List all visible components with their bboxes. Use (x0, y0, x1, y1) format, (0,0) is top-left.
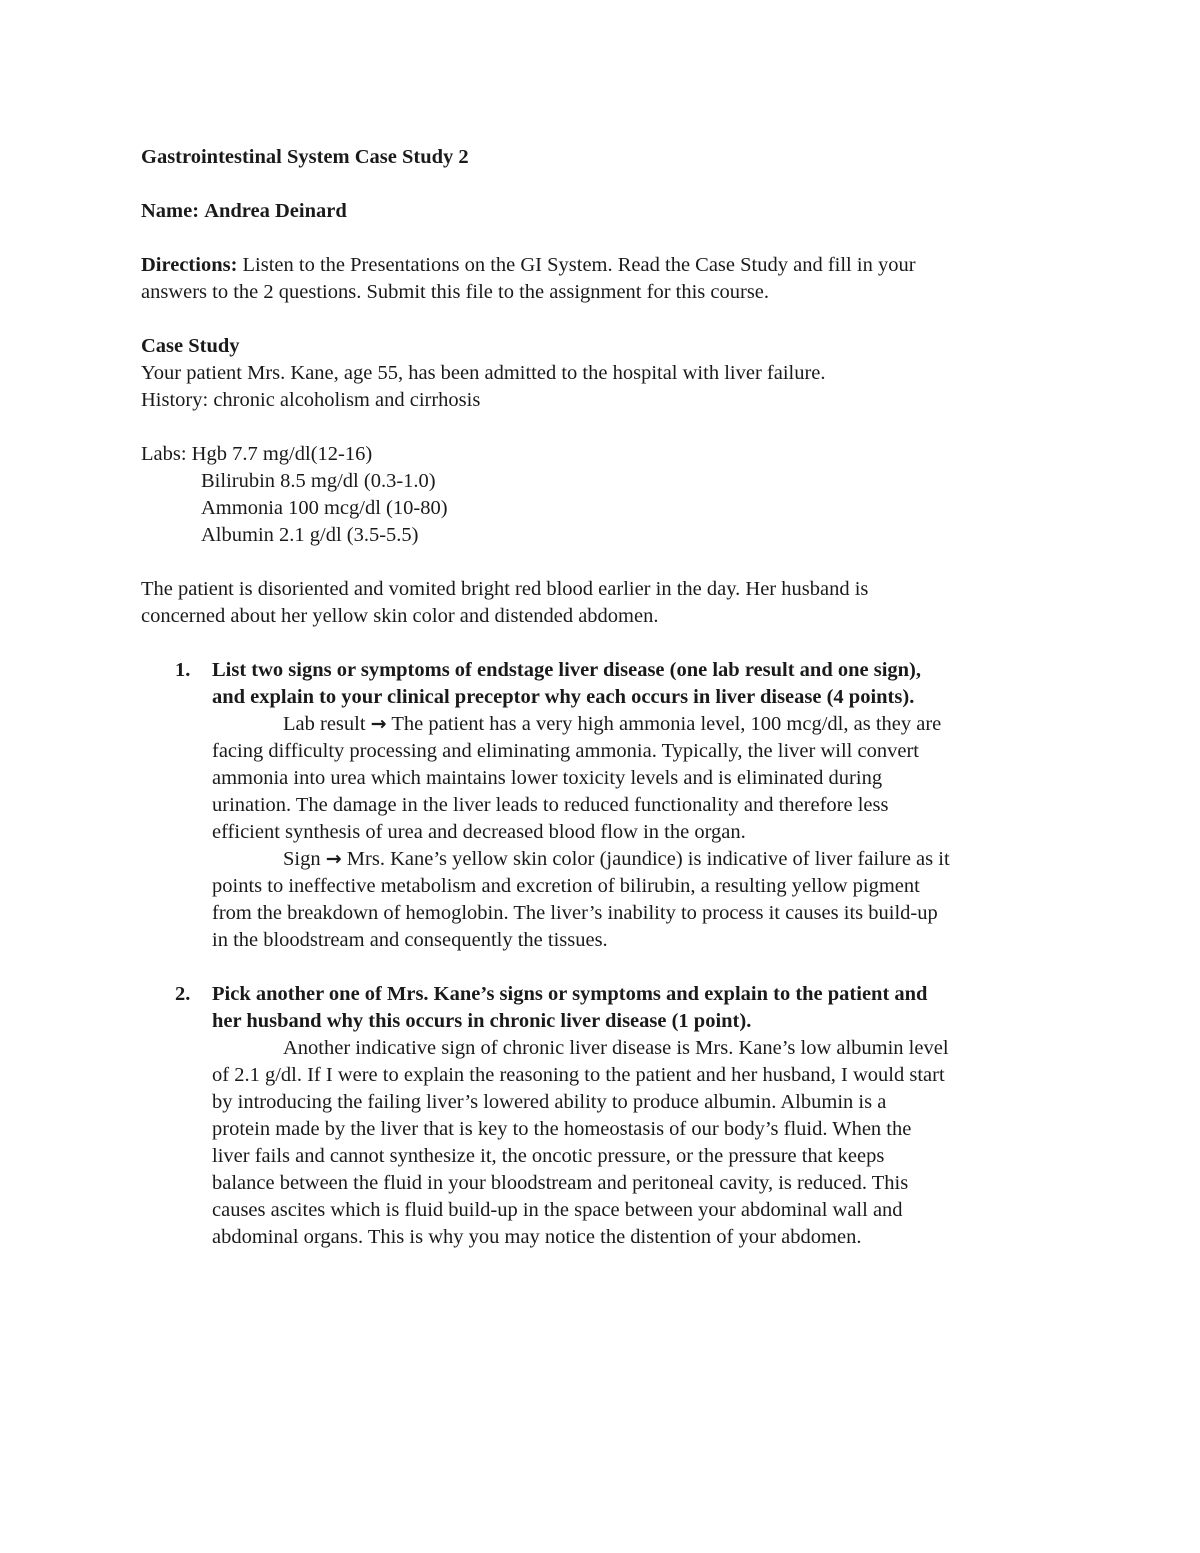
answer-line: causes ascites which is fluid build-up in the space between your abdominal wall and (212, 1199, 903, 1221)
student-name-line (141, 198, 1061, 225)
directions-line-2: answers to the 2 questions. Submit this file to the assignment for this course. (141, 281, 770, 303)
question-prompt-line: her husband why this occurs in chronic liver disease (1 point). (212, 1010, 752, 1032)
lab-value-3: Ammonia 100 mcg/dl (10-80) (201, 497, 448, 519)
answer-line: Sign → Mrs. Kane’s yellow skin color (jaundice) is indicative of liver failure as it (283, 848, 950, 870)
question-prompt-line: and explain to your clinical preceptor why each occurs in liver disease (4 points). (212, 686, 915, 708)
spacer (141, 954, 1061, 981)
answer-line: efficient synthesis of urea and decreased blood flow in the organ. (212, 821, 746, 843)
question-prompt-line: Pick another one of Mrs. Kane’s signs or symptoms and explain to the patient and (212, 983, 928, 1005)
directions-line-1 (141, 252, 1061, 279)
answer-line: facing difficulty processing and eliminating ammonia. Typically, the liver will convert (212, 740, 919, 762)
answer-line: urination. The damage in the liver leads to reduced functionality and therefore less (212, 794, 889, 816)
labs-label: Labs: (141, 443, 187, 465)
name-value: Andrea Deinard (204, 200, 347, 222)
lab-value-1: Hgb 7.7 mg/dl(12-16) (191, 443, 373, 465)
question-1 (141, 657, 1061, 954)
narrative-line-2: concerned about her yellow skin color and distended abdomen. (141, 605, 659, 627)
case-line-1: Your patient Mrs. Kane, age 55, has been admitted to the hospital with liver failure. (141, 362, 826, 384)
directions-text-1: Listen to the Presentations on the GI System. Read the Case Study and fill in your (242, 254, 916, 276)
lab-value-2: Bilirubin 8.5 mg/dl (0.3-1.0) (201, 470, 436, 492)
answer-line: abdominal organs. This is why you may notice the distention of your abdomen. (212, 1226, 862, 1248)
answer-line: Lab result → The patient has a very high ammonia level, 100 mcg/dl, as they are (283, 713, 942, 735)
question-2 (141, 981, 1061, 1251)
answer-line: in the bloodstream and consequently the tissues. (212, 929, 608, 951)
spacer (141, 414, 1061, 441)
answer-line: by introducing the failing liver’s lowered ability to produce albumin. Albumin is a (212, 1091, 887, 1113)
arrow-right-icon: → (325, 848, 342, 870)
case-study-heading: Case Study (141, 335, 240, 357)
answer-line: of 2.1 g/dl. If I were to explain the reasoning to the patient and her husband, I would start (212, 1064, 945, 1086)
spacer (141, 171, 1061, 198)
answer-line: Another indicative sign of chronic liver disease is Mrs. Kane’s low albumin level (283, 1037, 949, 1059)
directions-label: Directions: (141, 254, 238, 276)
labs-row-1 (141, 441, 1061, 468)
question-number: 2. (175, 983, 191, 1005)
answer-line: points to ineffective metabolism and excretion of bilirubin, a resulting yellow pigment (212, 875, 920, 897)
spacer (141, 306, 1061, 333)
lab-value-4: Albumin 2.1 g/dl (3.5-5.5) (201, 524, 419, 546)
case-line-2: History: chronic alcoholism and cirrhosis (141, 389, 481, 411)
spacer (141, 225, 1061, 252)
answer-label: Lab result (283, 713, 366, 735)
answer-label: Sign (283, 848, 321, 870)
document-page (141, 144, 1061, 1251)
question-prompt-line: List two signs or symptoms of endstage liver disease (one lab result and one sign), (212, 659, 922, 681)
name-label: Name: (141, 200, 200, 222)
answer-line: liver fails and cannot synthesize it, the oncotic pressure, or the pressure that keeps (212, 1145, 885, 1167)
arrow-right-icon: → (370, 713, 387, 735)
answer-line: balance between the fluid in your bloodstream and peritoneal cavity, is reduced. This (212, 1172, 909, 1194)
spacer (141, 630, 1061, 657)
spacer (141, 549, 1061, 576)
answer-line: from the breakdown of hemoglobin. The liver’s inability to process it causes its build-up (212, 902, 938, 924)
answer-line: protein made by the liver that is key to the homeostasis of our body’s fluid. When the (212, 1118, 912, 1140)
document-title: Gastrointestinal System Case Study 2 (141, 146, 469, 168)
narrative-line-1: The patient is disoriented and vomited bright red blood earlier in the day. Her husband is (141, 578, 869, 600)
question-number: 1. (175, 659, 191, 681)
answer-line: ammonia into urea which maintains lower toxicity levels and is eliminated during (212, 767, 883, 789)
